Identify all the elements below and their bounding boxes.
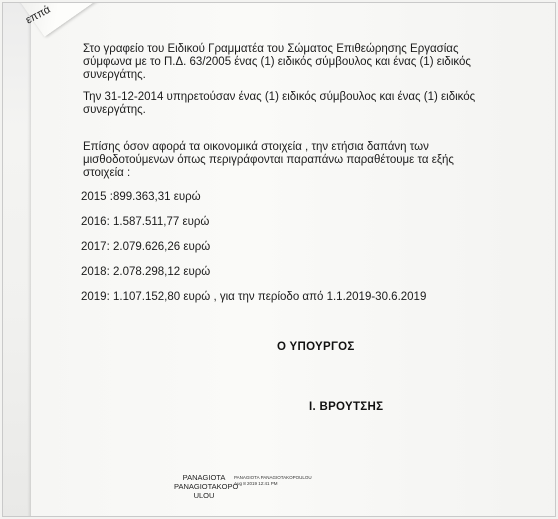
document-page	[31, 3, 556, 517]
signature-stamp-line: PANAGIOTA PANAGIOTAKOPOULOU	[234, 475, 312, 480]
paragraph-line: συνεργάτης.	[83, 104, 146, 116]
paragraph-line: μισθοδοτούμενων όπως περιγράφονται παραπάνω παραθέτουμε τα εξής	[83, 154, 454, 166]
paragraph-line: Στο γραφείο του Ειδικού Γραμματέα του Σώματος Επιθεώρησης Εργασίας	[83, 43, 459, 55]
signature-name-line: ULOU	[193, 491, 215, 500]
paragraph-line: στοιχεία :	[83, 167, 131, 179]
paragraph-financial-intro	[83, 141, 454, 180]
expense-2019: 2019: 1.107.152,80 ευρώ , για την περίοδο από 1.1.2019-30.6.2019	[81, 291, 427, 303]
digital-signature-stamp	[234, 475, 312, 486]
paragraph-line: σύμφωνα με το Π.Δ. 63/2005 ένας (1) ειδικός σύμβουλος και ένας (1) ειδικός	[83, 56, 471, 68]
corner-page-fragment: εππά	[23, 3, 53, 27]
paragraph-line: συνεργάτης.	[83, 69, 146, 81]
minister-title: Ο ΥΠΟΥΡΓΟΣ	[277, 341, 355, 353]
signature-name-line: PANAGIOTAKOPO	[174, 482, 239, 491]
expense-2015: 2015 :899.363,31 ευρώ	[81, 191, 201, 203]
expense-2018: 2018: 2.078.298,12 ευρώ	[81, 266, 211, 278]
minister-name: Ι. ΒΡΟΥΤΣΗΣ	[309, 401, 384, 413]
expense-2017: 2017: 2.079.626,26 ευρώ	[81, 241, 211, 253]
paragraph-special-secretary	[83, 43, 471, 82]
screenshot-frame	[2, 2, 556, 517]
paragraph-line: Την 31-12-2014 υπηρετούσαν ένας (1) ειδικός σύμβουλος και ένας (1) ειδικός	[83, 91, 476, 103]
signature-name-line: PANAGIOTA	[182, 473, 226, 482]
paragraph-line: Επίσης όσον αφορά τα οικονομικά στοιχεία , την ετήσια δαπάνη των	[83, 141, 429, 153]
digital-signature-name	[174, 473, 239, 500]
signature-stamp-line: Aug 8 2019 12:41 PM	[234, 480, 278, 486]
paragraph-staff-2014	[83, 91, 475, 117]
expense-2016: 2016: 1.587.511,77 ευρώ	[81, 216, 210, 228]
